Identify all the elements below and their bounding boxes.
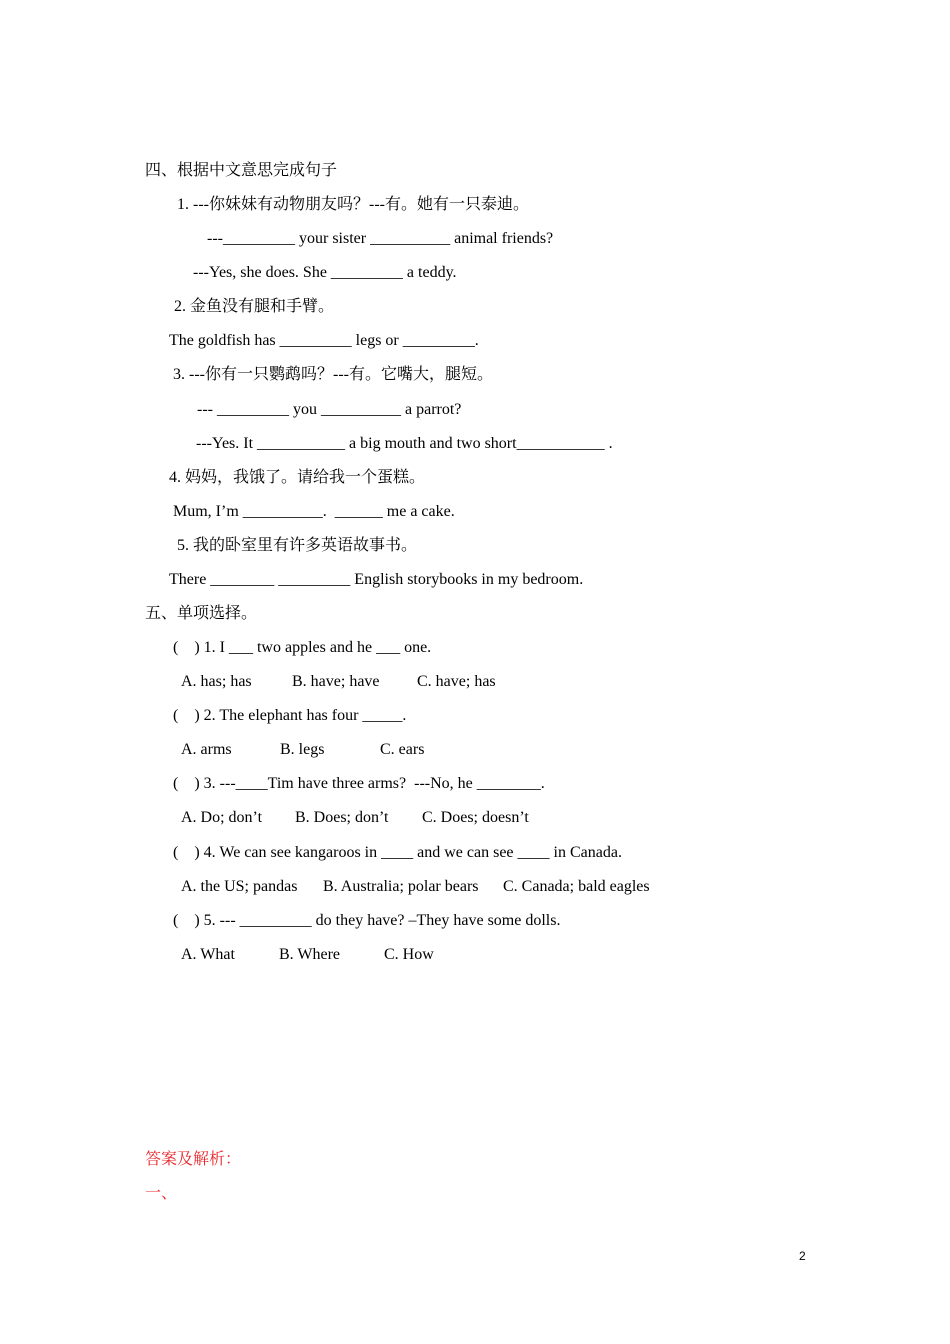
s4-q3-english-question: --- _________ you __________ a parrot?	[197, 401, 462, 418]
s5-q1-option-c: C. have; has	[417, 673, 496, 690]
s5-q2: ( ) 2. The elephant has four _____.	[173, 707, 407, 724]
s4-q4-english: Mum, I’m __________. ______ me a cake.	[173, 503, 455, 520]
s4-q1-english-answer: ---Yes, she does. She _________ a teddy.	[193, 264, 457, 281]
s4-q3-english-answer: ---Yes. It ___________ a big mouth and two short___________ .	[196, 435, 613, 452]
answers-part-1-label: 一、	[145, 1185, 178, 1202]
s4-q1-chinese: 1. ---你妹妹有动物朋友吗？---有。她有一只泰迪。	[177, 196, 529, 213]
s4-q2-chinese: 2. 金鱼没有腿和手臂。	[174, 298, 335, 315]
s5-q3-option-a: A. Do; don’t	[181, 809, 263, 826]
section-5-heading: 五、单项选择。	[145, 605, 258, 622]
s5-q3-option-c: C. Does; doesn’t	[422, 809, 529, 826]
s5-q2-option-b: B. legs	[280, 741, 325, 758]
s5-q4: ( ) 4. We can see kangaroos in ____ and we can see ____ in Canada.	[173, 844, 622, 861]
page-number: 2	[799, 1249, 806, 1263]
s4-q2-english: The goldfish has _________ legs or _________.	[169, 332, 479, 349]
answers-heading: 答案及解析：	[145, 1151, 242, 1168]
s4-q5-chinese: 5. 我的卧室里有许多英语故事书。	[177, 537, 418, 554]
s5-q5-option-c: C. How	[384, 946, 434, 963]
s5-q1: ( ) 1. I ___ two apples and he ___ one.	[173, 639, 432, 656]
s5-q3-option-b: B. Does; don’t	[295, 809, 389, 826]
s5-q2-option-c: C. ears	[380, 741, 425, 758]
s4-q3-chinese: 3. ---你有一只鹦鹉吗？---有。它嘴大，腿短。	[173, 366, 493, 383]
s4-q1-english-question: ---_________ your sister __________ animal friends?	[207, 230, 554, 247]
s5-q4-option-c: C. Canada; bald eagles	[503, 878, 650, 895]
s5-q4-option-a: A. the US; pandas	[181, 878, 298, 895]
s5-q4-option-b: B. Australia; polar bears	[323, 878, 479, 895]
section-4-heading: 四、根据中文意思完成句子	[145, 162, 338, 179]
s4-q4-chinese: 4. 妈妈，我饿了。请给我一个蛋糕。	[169, 469, 426, 486]
s5-q1-option-a: A. has; has	[181, 673, 252, 690]
s5-q5-option-a: A. What	[181, 946, 235, 963]
s5-q3: ( ) 3. ---____Tim have three arms? ---No, he ________.	[173, 775, 545, 792]
s5-q1-option-b: B. have; have	[292, 673, 380, 690]
s5-q5-option-b: B. Where	[279, 946, 341, 963]
s4-q5-english: There ________ _________ English storybooks in my bedroom.	[169, 571, 584, 588]
s5-q5: ( ) 5. --- _________ do they have? –They have some dolls.	[173, 912, 561, 929]
s5-q2-option-a: A. arms	[181, 741, 232, 758]
